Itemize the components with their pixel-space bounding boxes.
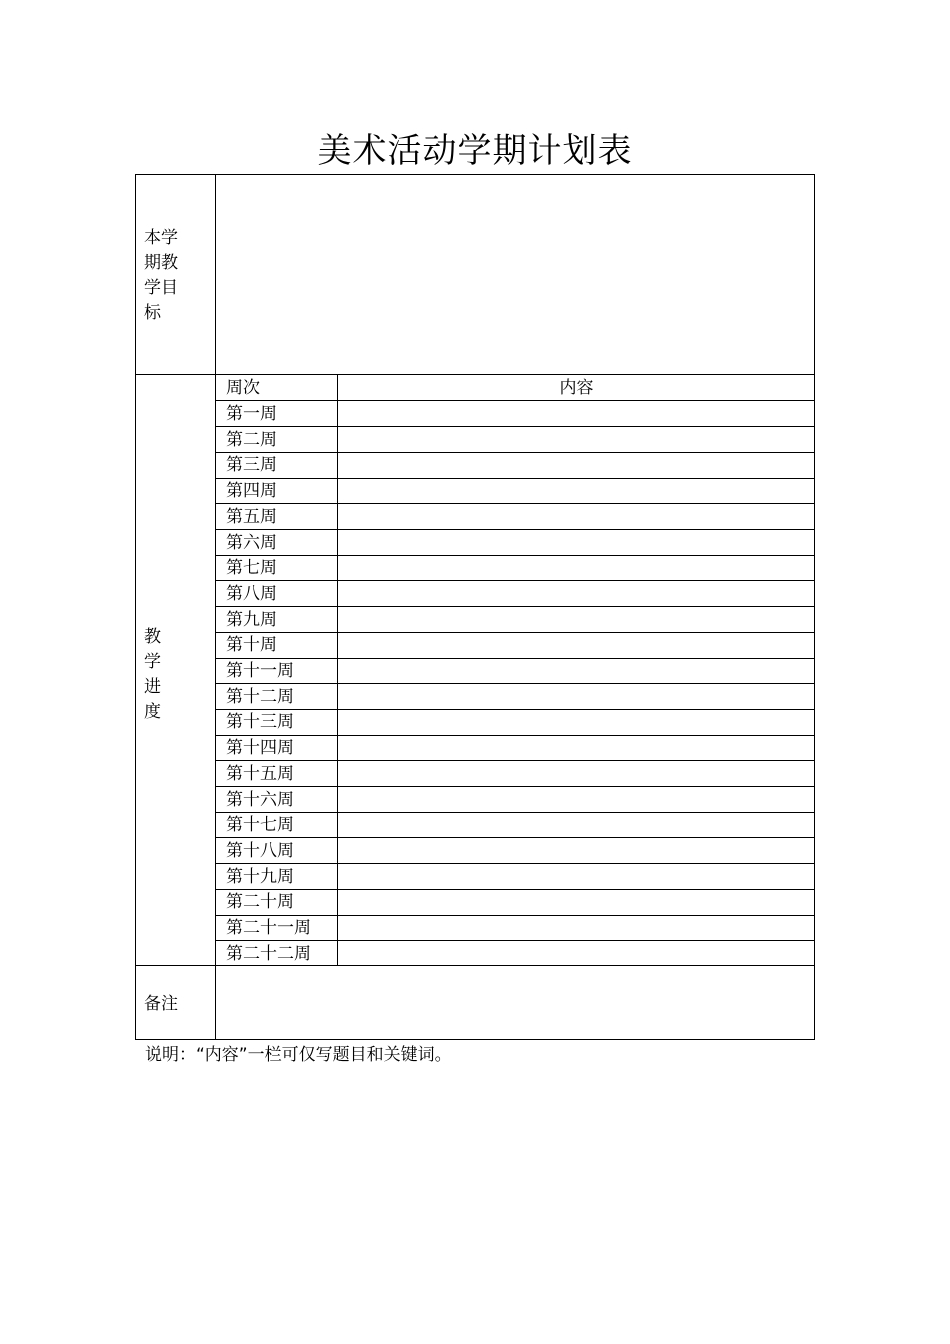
week-row [216, 478, 815, 504]
week-label: 第一周 [226, 404, 277, 424]
week-row [216, 427, 815, 453]
week-row [216, 864, 815, 890]
week-content-cell[interactable] [338, 530, 815, 556]
week-content-cell[interactable] [338, 684, 815, 710]
goal-section-bottom-border [135, 374, 815, 375]
week-row [216, 555, 815, 581]
week-label: 第六周 [226, 532, 277, 553]
week-content-cell[interactable] [338, 658, 815, 684]
week-label: 第四周 [226, 481, 277, 502]
week-content-cell[interactable] [338, 761, 815, 787]
week-row [216, 632, 815, 658]
week-label: 第二十周 [226, 892, 294, 913]
week-content-cell[interactable] [338, 941, 815, 967]
footnote: 说明：“内容”一栏可仅写题目和关键词。 [145, 1045, 452, 1065]
week-label: 第十五周 [226, 763, 294, 784]
week-content-cell[interactable] [338, 812, 815, 838]
week-row [216, 889, 815, 915]
week-label: 第八周 [226, 583, 277, 604]
week-content-cell[interactable] [338, 915, 815, 941]
week-content-cell[interactable] [338, 735, 815, 761]
week-label: 第五周 [226, 506, 277, 527]
week-row [216, 401, 815, 427]
header-week: 周次 [226, 378, 260, 398]
week-row [216, 941, 815, 967]
week-content-cell[interactable] [338, 787, 815, 813]
week-label: 第十六周 [226, 789, 294, 810]
remarks-content-cell[interactable] [217, 967, 813, 1038]
week-content-cell[interactable] [338, 889, 815, 915]
week-label: 第十四周 [226, 738, 294, 759]
week-content-cell[interactable] [338, 478, 815, 504]
week-content-cell[interactable] [338, 709, 815, 735]
week-label: 第十七周 [226, 815, 294, 836]
week-row [216, 812, 815, 838]
week-label: 第十二周 [226, 686, 294, 707]
progress-section-label: 教学进度 [144, 627, 161, 722]
week-row [216, 684, 815, 710]
week-label: 第三周 [226, 455, 277, 476]
week-row [216, 452, 815, 478]
remarks-section-label: 备注 [144, 994, 178, 1014]
goal-content-cell[interactable] [217, 176, 813, 373]
week-row [216, 504, 815, 530]
week-row [216, 709, 815, 735]
goal-section-label: 本学期教学目标 [144, 228, 178, 323]
week-label: 第十三周 [226, 712, 294, 733]
week-row [216, 761, 815, 787]
week-content-cell[interactable] [338, 555, 815, 581]
week-content-cell[interactable] [338, 581, 815, 607]
week-content-cell[interactable] [338, 452, 815, 478]
week-label: 第二周 [226, 429, 277, 450]
week-row [216, 787, 815, 813]
week-content-cell[interactable] [338, 607, 815, 633]
week-row [216, 915, 815, 941]
page-title: 美术活动学期计划表 [317, 131, 633, 171]
header-content: 内容 [559, 378, 594, 398]
week-row [216, 530, 815, 556]
week-row [216, 735, 815, 761]
week-row [216, 838, 815, 864]
week-content-cell[interactable] [338, 632, 815, 658]
week-label: 第九周 [226, 609, 277, 630]
week-label: 第十九周 [226, 866, 294, 887]
week-content-cell[interactable] [338, 504, 815, 530]
week-row [216, 581, 815, 607]
week-content-cell[interactable] [338, 864, 815, 890]
week-content-cell[interactable] [338, 427, 815, 453]
week-label: 第十周 [226, 635, 277, 656]
week-label: 第十八周 [226, 840, 294, 861]
week-content-cell[interactable] [338, 401, 815, 427]
week-label: 第二十二周 [226, 943, 311, 964]
week-row [216, 658, 815, 684]
week-row [216, 607, 815, 633]
week-content-cell[interactable] [338, 838, 815, 864]
week-label: 第十一周 [226, 661, 294, 681]
week-label: 第二十一周 [226, 918, 311, 938]
week-label: 第七周 [226, 558, 277, 579]
